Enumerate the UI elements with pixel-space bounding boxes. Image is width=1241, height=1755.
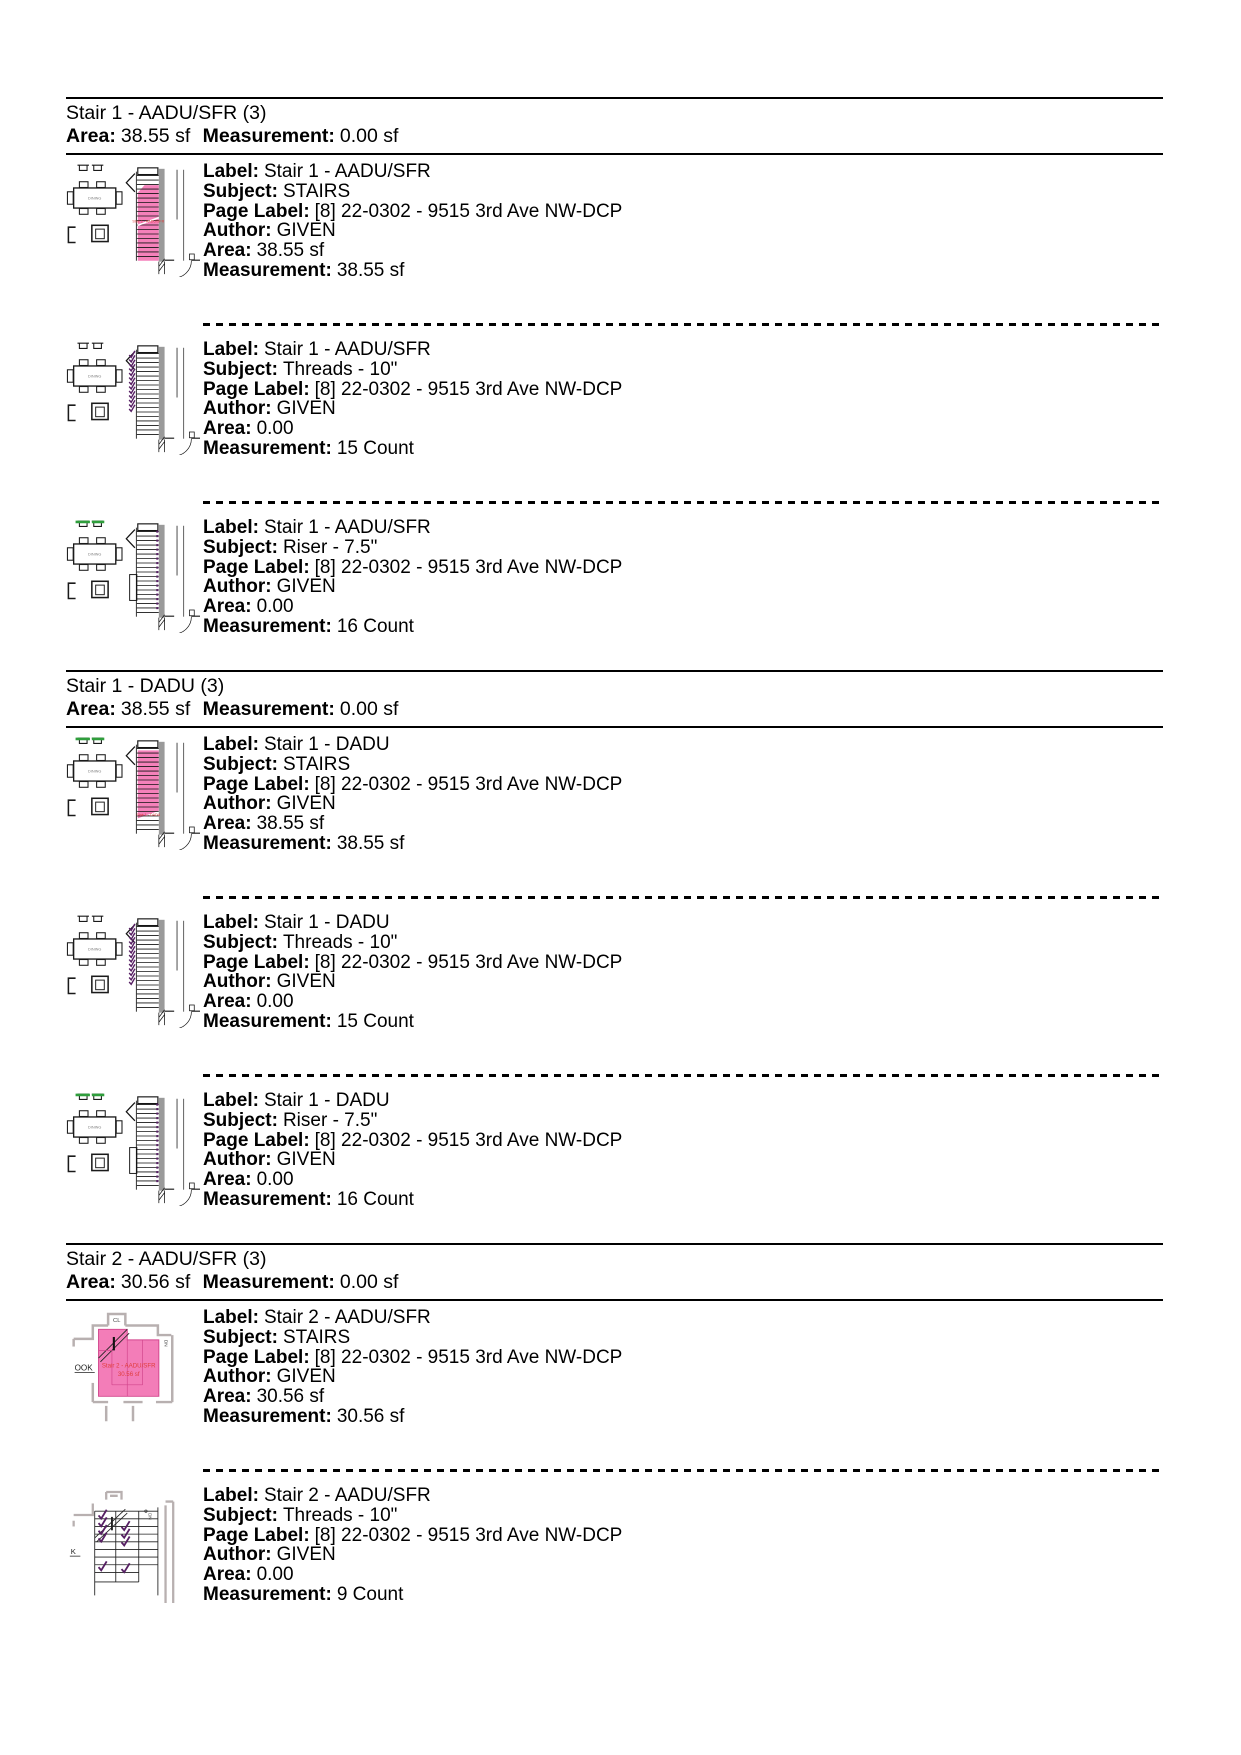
measurement-label: Measurement: [202, 125, 335, 147]
field-value: 38.55 sf [256, 240, 325, 262]
field-value: GIVEN [276, 576, 336, 598]
field-row [203, 1190, 1163, 1210]
entry-separator [203, 1469, 1163, 1472]
field-row [203, 933, 1163, 953]
field-value: GIVEN [276, 1544, 336, 1566]
field-label: Area: [203, 1564, 252, 1586]
field-row [203, 1387, 1163, 1407]
field-label: Page Label: [203, 1524, 310, 1546]
field-label: Area: [203, 596, 252, 618]
field-label: Subject: [203, 536, 278, 558]
markup-entry [66, 735, 1163, 863]
field-label: Measurement: [203, 1583, 332, 1605]
stair1-dadu-riser-plan-icon [66, 1093, 200, 1206]
field-value: Threads - 10" [282, 1504, 398, 1526]
area-value: 38.55 sf [120, 125, 191, 147]
field-label: Author: [203, 398, 272, 420]
field-row [203, 182, 1163, 202]
field-value: GIVEN [276, 1149, 336, 1171]
field-row [203, 834, 1163, 854]
field-value: STAIRS [282, 1326, 351, 1348]
stair2-threads-plan-icon [66, 1488, 200, 1608]
markup-entry [66, 1308, 1163, 1436]
field-value: GIVEN [276, 398, 336, 420]
area-label: Area: [66, 125, 116, 147]
field-label: Subject: [203, 180, 278, 202]
field-row [203, 360, 1163, 380]
field-row [203, 1407, 1163, 1427]
entry-separator [203, 501, 1163, 504]
field-row [203, 1585, 1163, 1605]
markup-entry [66, 518, 1163, 646]
section-summary [66, 125, 1163, 153]
field-row [203, 597, 1163, 617]
field-row [203, 755, 1163, 775]
floorplan-thumbnail [66, 1091, 203, 1219]
measurement-value: 0.00 sf [339, 698, 399, 720]
field-label: Page Label: [203, 1129, 310, 1151]
field-value: 0.00 [256, 418, 294, 440]
field-label: Page Label: [203, 1346, 310, 1368]
field-label: Author: [203, 793, 272, 815]
field-value: 9 Count [336, 1583, 404, 1605]
field-label: Subject: [203, 753, 278, 775]
field-row [203, 577, 1163, 597]
field-value: 38.55 sf [336, 832, 405, 854]
field-value: Threads - 10" [282, 931, 398, 953]
field-value: Riser - 7.5" [282, 1109, 378, 1131]
field-value: 38.55 sf [336, 259, 405, 281]
markup-details [203, 1091, 1163, 1219]
field-label: Measurement: [203, 1405, 332, 1427]
field-row [203, 538, 1163, 558]
measurement-label: Measurement: [202, 1271, 335, 1293]
field-value: 0.00 [256, 1564, 294, 1586]
field-label: Author: [203, 576, 272, 598]
markup-details [203, 735, 1163, 863]
field-value: Stair 2 - AADU/SFR [263, 1485, 431, 1506]
field-row [203, 1091, 1163, 1111]
field-value: 30.56 sf [336, 1405, 405, 1427]
field-label: Label: [203, 161, 259, 182]
field-label: Author: [203, 1366, 272, 1388]
field-value: [8] 22-0302 - 9515 3rd Ave NW-DCP [314, 1346, 623, 1368]
field-label: Label: [203, 734, 259, 755]
field-row [203, 558, 1163, 578]
field-row [203, 162, 1163, 182]
field-row [203, 1131, 1163, 1151]
stair2-area-plan-icon [66, 1310, 200, 1430]
field-row [203, 1012, 1163, 1032]
section-summary [66, 698, 1163, 726]
field-label: Area: [203, 1386, 252, 1408]
field-row [203, 261, 1163, 281]
field-label: Area: [203, 240, 252, 262]
field-row [203, 1170, 1163, 1190]
field-value: [8] 22-0302 - 9515 3rd Ave NW-DCP [314, 556, 623, 578]
field-value: 0.00 [256, 991, 294, 1013]
field-value: [8] 22-0302 - 9515 3rd Ave NW-DCP [314, 951, 623, 973]
field-label: Measurement: [203, 259, 332, 281]
field-value: 0.00 [256, 1169, 294, 1191]
field-row [203, 814, 1163, 834]
field-row [203, 399, 1163, 419]
field-value: STAIRS [282, 753, 351, 775]
markup-tag-text: Stair 1 - AADU/SFR [132, 219, 165, 224]
field-value: Stair 1 - AADU/SFR [263, 339, 431, 360]
field-label: Label: [203, 1090, 259, 1111]
nook-label: OOK [74, 1363, 93, 1373]
markup-entry [66, 1486, 1163, 1614]
field-row [203, 775, 1163, 795]
section-stair1-aadu [66, 97, 1163, 646]
field-value: [8] 22-0302 - 9515 3rd Ave NW-DCP [314, 1524, 623, 1546]
floorplan-thumbnail [66, 735, 203, 863]
field-row [203, 794, 1163, 814]
markup-details [203, 518, 1163, 646]
field-row [203, 972, 1163, 992]
field-value: GIVEN [276, 793, 336, 815]
markup-details [203, 1486, 1163, 1614]
field-value: Stair 2 - AADU/SFR [263, 1307, 431, 1328]
section-stair2-aadu [66, 1243, 1163, 1614]
field-value: 16 Count [336, 1188, 414, 1210]
stair1-riser-plan-icon [66, 520, 200, 633]
field-row [203, 953, 1163, 973]
field-row [203, 419, 1163, 439]
stair1-dadu-area-plan-icon [66, 737, 200, 850]
field-row [203, 1150, 1163, 1170]
field-label: Label: [203, 339, 259, 360]
section-stair1-dadu [66, 670, 1163, 1219]
entry-separator [203, 1074, 1163, 1077]
stair1-area-plan-icon [66, 164, 200, 277]
markup-tag-area: 30.56 sf [117, 1371, 140, 1379]
field-value: GIVEN [276, 971, 336, 993]
floorplan-thumbnail [66, 340, 203, 468]
field-label: Page Label: [203, 556, 310, 578]
field-label: Measurement: [203, 1010, 332, 1032]
field-label: Measurement: [203, 615, 332, 637]
field-row [203, 1526, 1163, 1546]
field-value: 0.00 [256, 596, 294, 618]
field-value: 15 Count [336, 1010, 414, 1032]
field-label: Measurement: [203, 832, 332, 854]
section-title: Stair 1 - AADU/SFR (3) [66, 102, 267, 124]
field-label: Label: [203, 1485, 259, 1506]
field-label: Subject: [203, 1109, 278, 1131]
field-row [203, 241, 1163, 261]
down-label: DN [147, 1513, 153, 1520]
field-row [203, 340, 1163, 360]
field-row [203, 221, 1163, 241]
field-row [203, 1308, 1163, 1328]
field-label: Author: [203, 220, 272, 242]
markup-entry [66, 913, 1163, 1041]
field-value: Stair 1 - DADU [263, 734, 390, 755]
section-bottom-rule [66, 1299, 1163, 1301]
field-value: Riser - 7.5" [282, 536, 378, 558]
field-value: [8] 22-0302 - 9515 3rd Ave NW-DCP [314, 378, 623, 400]
field-label: Subject: [203, 931, 278, 953]
field-value: Stair 1 - DADU [263, 1090, 390, 1111]
field-row [203, 380, 1163, 400]
field-row [203, 1565, 1163, 1585]
field-row [203, 518, 1163, 538]
field-value: 38.55 sf [256, 813, 325, 835]
field-row [203, 1367, 1163, 1387]
field-label: Subject: [203, 358, 278, 380]
field-label: Area: [203, 418, 252, 440]
floorplan-thumbnail [66, 1308, 203, 1436]
field-row [203, 202, 1163, 222]
field-value: Stair 1 - AADU/SFR [263, 517, 431, 538]
field-row [203, 1328, 1163, 1348]
field-row [203, 1486, 1163, 1506]
field-label: Author: [203, 971, 272, 993]
markup-details [203, 1308, 1163, 1436]
field-label: Page Label: [203, 378, 310, 400]
closet-label: CL [113, 1318, 121, 1325]
field-label: Measurement: [203, 1188, 332, 1210]
field-value: [8] 22-0302 - 9515 3rd Ave NW-DCP [314, 200, 623, 222]
field-label: Measurement: [203, 437, 332, 459]
floorplan-thumbnail [66, 518, 203, 646]
field-value: STAIRS [282, 180, 351, 202]
area-label: Area: [66, 698, 116, 720]
markup-entry [66, 162, 1163, 290]
field-label: Author: [203, 1149, 272, 1171]
markup-tag-text: Stair 2 - AADU/SFR [101, 1362, 156, 1370]
field-row [203, 617, 1163, 637]
field-value: 15 Count [336, 437, 414, 459]
field-label: Author: [203, 1544, 272, 1566]
field-value: [8] 22-0302 - 9515 3rd Ave NW-DCP [314, 773, 623, 795]
section-summary [66, 1271, 1163, 1299]
markup-details [203, 913, 1163, 1041]
measurement-value: 0.00 sf [339, 1271, 399, 1293]
field-label: Page Label: [203, 951, 310, 973]
field-label: Subject: [203, 1326, 278, 1348]
field-value: [8] 22-0302 - 9515 3rd Ave NW-DCP [314, 1129, 623, 1151]
floorplan-thumbnail [66, 1486, 203, 1614]
field-value: Stair 1 - AADU/SFR [263, 161, 431, 182]
area-value: 38.55 sf [120, 698, 191, 720]
field-label: Area: [203, 991, 252, 1013]
field-label: Page Label: [203, 773, 310, 795]
field-row [203, 913, 1163, 933]
down-label: DN [162, 1339, 168, 1347]
field-value: GIVEN [276, 1366, 336, 1388]
markup-entry [66, 1091, 1163, 1219]
measurement-value: 0.00 sf [339, 125, 399, 147]
stair1-threads-plan-icon [66, 342, 200, 455]
markup-details [203, 340, 1163, 468]
field-value: Stair 1 - DADU [263, 912, 390, 933]
area-value: 30.56 sf [120, 1271, 191, 1293]
field-label: Label: [203, 912, 259, 933]
field-label: Area: [203, 1169, 252, 1191]
field-row [203, 992, 1163, 1012]
section-bottom-rule [66, 153, 1163, 155]
section-title: Stair 2 - AADU/SFR (3) [66, 1248, 267, 1270]
field-label: Area: [203, 813, 252, 835]
floorplan-thumbnail [66, 162, 203, 290]
area-label: Area: [66, 1271, 116, 1293]
markup-entry [66, 340, 1163, 468]
section-title: Stair 1 - DADU (3) [66, 675, 225, 697]
field-row [203, 1111, 1163, 1131]
markup-details [203, 162, 1163, 290]
field-label: Subject: [203, 1504, 278, 1526]
markup-tag-text: Stair 1 - DADU [136, 812, 161, 817]
field-value: 30.56 sf [256, 1386, 325, 1408]
section-bottom-rule [66, 726, 1163, 728]
field-value: Threads - 10" [282, 358, 398, 380]
floorplan-thumbnail [66, 913, 203, 1041]
entry-separator [203, 323, 1163, 326]
field-row [203, 439, 1163, 459]
kitchen-label: K [70, 1547, 76, 1557]
stair1-dadu-threads-plan-icon [66, 915, 200, 1028]
measurement-label: Measurement: [202, 698, 335, 720]
field-row [203, 1348, 1163, 1368]
field-label: Label: [203, 517, 259, 538]
field-row [203, 735, 1163, 755]
entry-separator [203, 896, 1163, 899]
field-value: 16 Count [336, 615, 414, 637]
field-value: GIVEN [276, 220, 336, 242]
field-label: Label: [203, 1307, 259, 1328]
field-label: Page Label: [203, 200, 310, 222]
field-row [203, 1506, 1163, 1526]
field-row [203, 1545, 1163, 1565]
